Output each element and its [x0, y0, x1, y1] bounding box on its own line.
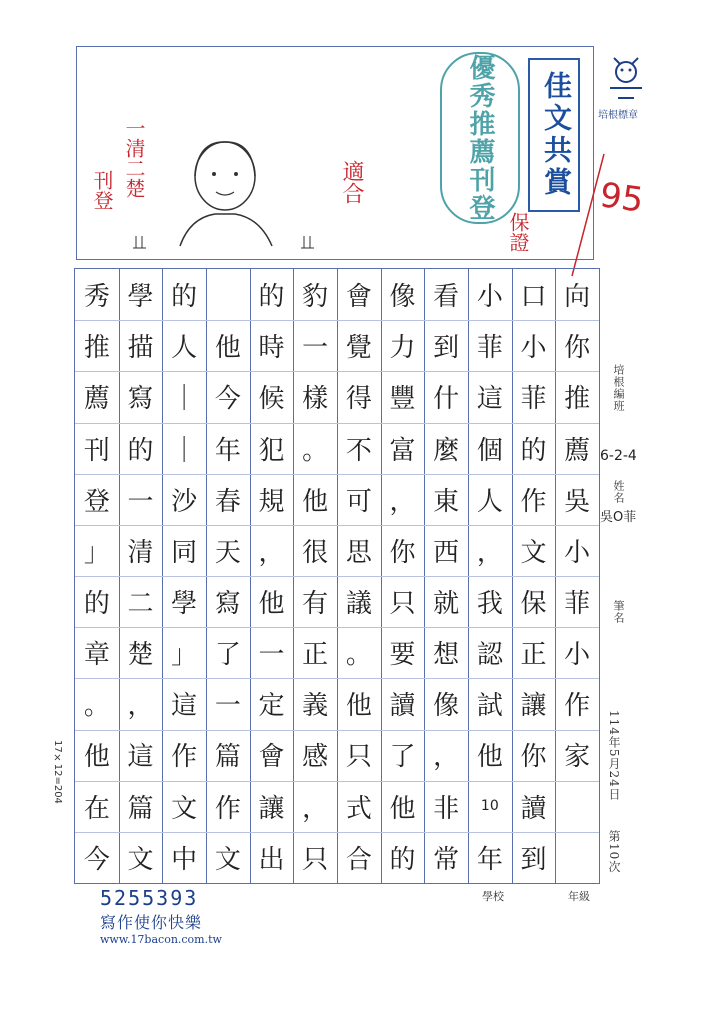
grid-char: 豐: [389, 384, 416, 415]
grid-char: 一: [127, 486, 154, 517]
score: 95: [597, 175, 646, 221]
grid-char: 認: [476, 640, 503, 671]
grid-char: 定: [258, 691, 285, 722]
bacon-logo-icon: [604, 48, 648, 102]
grid-column: [381, 269, 425, 883]
grid-char: 。: [83, 691, 110, 722]
grid-char: 會: [258, 742, 285, 773]
grid-char: 他: [302, 486, 329, 517]
grid-char: 今: [83, 844, 110, 875]
grid-char: 篇: [127, 793, 154, 824]
grid-char: 了: [389, 742, 416, 773]
grid-char: 」: [171, 640, 198, 671]
grid-char: 你: [389, 537, 416, 568]
grid-char: 的: [83, 589, 110, 620]
grid-char: 寫: [127, 384, 154, 415]
grid-char: 他: [476, 742, 503, 773]
grid-char: 10: [480, 798, 499, 815]
grid-char: ｜: [171, 384, 198, 415]
grid-char: 要: [389, 640, 416, 671]
grid-char: 犯: [258, 435, 285, 466]
grid-char: 就: [433, 589, 460, 620]
grid-column: [555, 269, 599, 883]
grid-column: [206, 269, 250, 883]
grid-char: 只: [389, 589, 416, 620]
pen-name-label: 筆名: [612, 600, 625, 624]
grid-char: 登: [83, 486, 110, 517]
grid-char: 菲: [476, 333, 503, 364]
red-comment-guarantee: 保證: [506, 212, 530, 252]
grid-char: 這: [476, 384, 503, 415]
grid-char: 寫: [214, 589, 241, 620]
grid-char: 吳: [564, 486, 591, 517]
red-comment-suitable: 適合: [339, 160, 364, 204]
grid-char: 章: [83, 640, 110, 671]
red-comment-publish: 刊登: [90, 170, 114, 210]
grid-char: [206, 269, 250, 320]
grid-char: 的: [171, 282, 198, 313]
grid-char: 菲: [520, 384, 547, 415]
grid-char: 這: [171, 691, 198, 722]
grid-column: [250, 269, 294, 883]
child-drawing: [150, 136, 300, 256]
grid-char: 作: [171, 742, 198, 773]
grid-column: [162, 269, 206, 883]
bunny-doodle-left: [130, 228, 150, 250]
class-label: 培根編班: [612, 364, 625, 412]
grid-char: 人: [476, 486, 503, 517]
writing-grid: [74, 268, 600, 884]
grid-char: 式: [345, 793, 372, 824]
grid-char: 他: [258, 589, 285, 620]
grid-char: 東: [433, 486, 460, 517]
grid-char: 只: [302, 844, 329, 875]
grid-char: 非: [433, 793, 460, 824]
grid-char: 思: [345, 537, 372, 568]
grid-char: 他: [83, 742, 110, 773]
grid-char: [555, 781, 599, 832]
grid-char: 同: [171, 537, 198, 568]
grid-char: ，: [302, 793, 329, 824]
grid-char: 議: [345, 589, 372, 620]
times-value: 第10次: [607, 830, 621, 874]
grid-char: ｜: [171, 435, 198, 466]
grid-char: 的: [127, 435, 154, 466]
grid-char: 會: [345, 282, 372, 313]
grid-char: 讓: [258, 793, 285, 824]
grid-char: 個: [476, 435, 503, 466]
footer-phone: 5255393: [100, 886, 199, 910]
grid-char: 」: [83, 537, 110, 568]
grid-char: 作: [214, 793, 241, 824]
logo-caption: 培根標章: [598, 110, 638, 121]
grid-char: 二: [127, 589, 154, 620]
grid-char: 春: [214, 486, 241, 517]
grid-char: 規: [258, 486, 285, 517]
grid-char: ，: [476, 537, 503, 568]
grid-char: 只: [345, 742, 372, 773]
grid-char: 合: [345, 844, 372, 875]
grid-column: [337, 269, 381, 883]
grid-char: 年: [476, 844, 503, 875]
grid-char: 可: [345, 486, 372, 517]
grid-char: 在: [83, 793, 110, 824]
grid-char: 人: [171, 333, 198, 364]
grid-char: 到: [520, 844, 547, 875]
grid-char: 薦: [564, 435, 591, 466]
grid-char: 你: [520, 742, 547, 773]
grid-column: [468, 269, 512, 883]
grid-char: 這: [127, 742, 154, 773]
share-stamp: 佳文共賞: [528, 58, 580, 212]
grid-char: 像: [433, 691, 460, 722]
grid-char: 天: [214, 537, 241, 568]
recommend-stamp: 優秀推薦刊登: [440, 52, 520, 224]
grid-char: 一: [214, 691, 241, 722]
grid-char: ，: [258, 537, 285, 568]
grid-char: 的: [520, 435, 547, 466]
class-value: 6-2-4: [600, 448, 637, 464]
grid-column: [119, 269, 163, 883]
grid-char: 沙: [171, 486, 198, 517]
grid-char: 一: [302, 333, 329, 364]
grid-char: ，: [127, 691, 154, 722]
grid-char: 秀: [83, 282, 110, 313]
grid-char: 他: [214, 333, 241, 364]
grid-char: 不: [345, 435, 372, 466]
grid-char: 時: [258, 333, 285, 364]
red-comment-clear: 一清二楚: [122, 118, 146, 198]
grid-char: 他: [345, 691, 372, 722]
grid-char: 的: [258, 282, 285, 313]
grid-char: 正: [520, 640, 547, 671]
school-label: 學校: [482, 890, 504, 903]
grid-char: 樣: [302, 384, 329, 415]
grid-char: 文: [520, 537, 547, 568]
grid-char: 感: [302, 742, 329, 773]
grid-char: 推: [83, 333, 110, 364]
grid-char: 西: [433, 537, 460, 568]
grid-char: 小: [564, 537, 591, 568]
grid-char: ，: [433, 742, 460, 773]
grid-char: 今: [214, 384, 241, 415]
grid-char: 。: [302, 435, 329, 466]
grid-char: 家: [564, 742, 591, 773]
grid-char: 。: [345, 640, 372, 671]
grid-char: 常: [433, 844, 460, 875]
grid-char: ，: [389, 486, 416, 517]
grid-char: 刊: [83, 435, 110, 466]
grid-char: 富: [389, 435, 416, 466]
grid-char: 得: [345, 384, 372, 415]
grid-char: 作: [520, 486, 547, 517]
grid-char: 覺: [345, 333, 372, 364]
grade-label: 年級: [568, 890, 590, 903]
grid-char: 力: [389, 333, 416, 364]
grid-char: 小: [520, 333, 547, 364]
paper-size-label: 17×12=204: [52, 740, 63, 804]
grid-char: 口: [520, 282, 547, 313]
grid-char: 出: [258, 844, 285, 875]
grid-char: 我: [476, 589, 503, 620]
grid-char: 想: [433, 640, 460, 671]
grid-char: 你: [564, 333, 591, 364]
grid-char: 清: [127, 537, 154, 568]
footer-slogan: 寫作使你快樂: [100, 913, 203, 932]
grid-char: 的: [389, 844, 416, 875]
grid-char: 菲: [564, 589, 591, 620]
grid-char: 推: [564, 384, 591, 415]
footer-url: www.17bacon.com.tw: [100, 933, 222, 946]
grid-char: 保: [520, 589, 547, 620]
grid-char: 試: [476, 691, 503, 722]
grid-char: 了: [214, 640, 241, 671]
grid-char: 楚: [127, 640, 154, 671]
grid-char: 文: [171, 793, 198, 824]
grid-char: 讀: [520, 793, 547, 824]
grid-char: 作: [564, 691, 591, 722]
grid-char: 他: [389, 793, 416, 824]
grid-char: 年: [214, 435, 241, 466]
grid-char: 麼: [433, 435, 460, 466]
grid-column: [75, 269, 119, 883]
grid-char: 讀: [389, 691, 416, 722]
grid-column: [424, 269, 468, 883]
grid-char: 中: [171, 844, 198, 875]
grid-column: [293, 269, 337, 883]
grid-char: [555, 832, 599, 883]
grid-char: 文: [127, 844, 154, 875]
grid-char: 像: [389, 282, 416, 313]
grid-char: 描: [127, 333, 154, 364]
grid-char: 文: [214, 844, 241, 875]
grid-char: 豹: [302, 282, 329, 313]
grid-char: 候: [258, 384, 285, 415]
date-value: 114年5月24日: [607, 710, 621, 801]
grid-char: 讓: [520, 691, 547, 722]
grid-char: 向: [564, 282, 591, 313]
grid-char: 很: [302, 537, 329, 568]
grid-char: 學: [171, 589, 198, 620]
grid-column: [512, 269, 556, 883]
grid-char: 一: [258, 640, 285, 671]
grid-char: 小: [564, 640, 591, 671]
grid-char: 義: [302, 691, 329, 722]
grid-char: 薦: [83, 384, 110, 415]
grid-char: 學: [127, 282, 154, 313]
bunny-doodle-right: [298, 228, 318, 250]
grid-char: 看: [433, 282, 460, 313]
grid-char: 有: [302, 589, 329, 620]
name-value: 吳O菲: [600, 510, 637, 525]
grid-char: 到: [433, 333, 460, 364]
grid-char: 什: [433, 384, 460, 415]
name-label: 姓名: [612, 480, 625, 504]
grid-char: 正: [302, 640, 329, 671]
grid-char: 篇: [214, 742, 241, 773]
grid-char: 小: [476, 282, 503, 313]
